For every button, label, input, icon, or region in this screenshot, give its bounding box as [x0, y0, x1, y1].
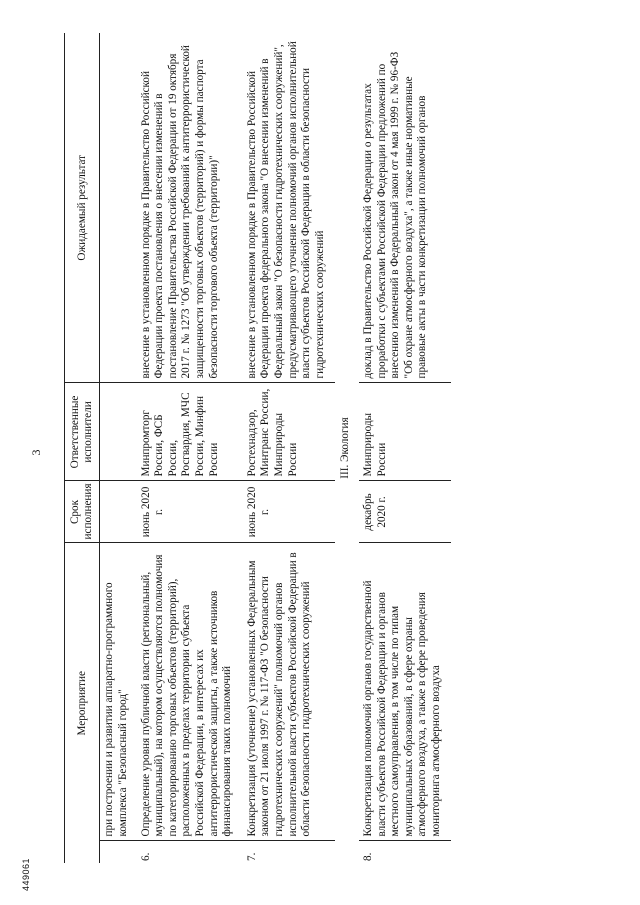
- cell-num: [100, 841, 137, 863]
- row-result: внесение в установленном порядке в Правительство Российской Федерации проекта постановления о внесении изменений в постановление Правительства Российской Федерации от 19 октября 2017 г. № 1273 "Об утверждении требований к антитеррористической защищенности торговых объектов (территорий) и формы паспорта безопасности торгового объекта (территории)": [137, 33, 243, 383]
- table-row-continuation: [100, 33, 137, 863]
- table-row: [359, 33, 452, 863]
- row-number: 8.: [361, 852, 374, 861]
- row-event: Конкретизация полномочий органов государственной власти субъектов Российской Федерации и органов местного самоуправления, в том числе по типам муниципальных образований, в сфере охраны атмосферного воздуха, а также в сфере проведения мониторинга атмосферного воздуха: [359, 543, 452, 841]
- header-deadline: Срок исполнения: [65, 481, 100, 543]
- row-number: 7.: [245, 852, 258, 861]
- row-executors: Ростехнадзор, Минтранс России, Минприроды России: [243, 383, 336, 481]
- row-deadline: декабрь 2020 г.: [359, 481, 452, 543]
- cell-result: [100, 33, 137, 383]
- page-number: 3: [29, 449, 43, 456]
- row-result: доклад в Правительство Российской Федерации о результатах проработки с субъектами Российской Федерации предложений по внесению изменений в Федеральный закон от 4 мая 1999 г. № 96-ФЗ "Об охране атмосферного воздуха", а также иные нормативные правовые акты в части конкретизации полномочий органов: [359, 33, 452, 383]
- header-executors: Ответственные исполнители: [65, 383, 100, 481]
- header-event: Мероприятие: [75, 670, 88, 736]
- table-header-row: [65, 33, 100, 863]
- document-code: 449061: [21, 857, 31, 891]
- header-result: Ожидаемый результат: [65, 33, 100, 383]
- row-executors: Минприроды России: [359, 383, 452, 481]
- cell-event: при построении и развитии аппаратно-программного комплекса "Безопасный город": [100, 543, 137, 841]
- table-row: [243, 33, 336, 863]
- row-event: Конкретизация (уточнение) установленных Федеральным законом от 21 июля 1997 г. № 117-ФЗ "О безопасности гидротехнических сооружений" полномочий органов исполнительной власти субъектов Российской Федерации в области безопасности гидротехнических сооружений: [243, 543, 336, 841]
- row-deadline: июнь 2020 г.: [243, 481, 336, 543]
- document-page: [20, 20, 620, 891]
- row-result: внесение в установленном порядке в Правительство Российской Федерации проекта федерального закона "О внесении изменений в Федеральный закон "О безопасности гидротехнических сооружений", предусматривающего уточнение полномочий органов исполнительной власти субъектов Российской Федерации в области безопасности гидротехнических сооружений: [243, 33, 336, 383]
- row-number: 6.: [139, 852, 152, 861]
- cell-deadline: [100, 481, 137, 543]
- row-event: Определение уровня публичной власти (региональный, муниципальный), на котором осуществляются полномочия по категорированию торговых объектов (территорий), расположенных в пределах территории субъекта Российской Федерации, в интересах их антитеррористической защиты, а также источников финансирования таких полномочий: [137, 543, 243, 841]
- table-row: [137, 33, 243, 863]
- cell-executors: [100, 383, 137, 481]
- section-title: III. Экология: [339, 417, 352, 479]
- row-executors: Минпромторг России, ФСБ России, Росгвардия, МЧС России, Минфин России: [137, 383, 243, 481]
- plan-table: [64, 33, 451, 863]
- section-row: [335, 33, 359, 863]
- row-deadline: июнь 2020 г.: [137, 481, 243, 543]
